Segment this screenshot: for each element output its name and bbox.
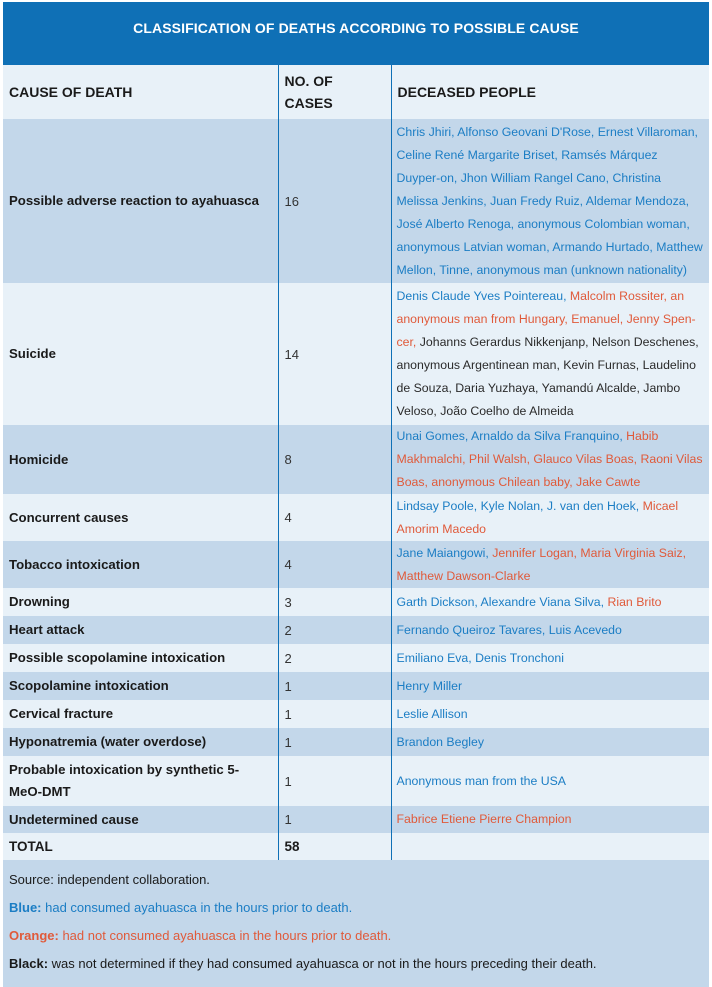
cause-cell: Cervical fracture (3, 700, 278, 728)
source-note: Source: independent collaboration. (9, 872, 210, 887)
person-group: Anonymous man from the USA (396, 773, 566, 788)
person-group: Garth Dickson, Alexandre Viana Silva, (396, 594, 608, 609)
cases-cell: 1 (278, 700, 391, 728)
cases-cell: 3 (278, 588, 391, 616)
header-cause: CAUSE OF DEATH (3, 65, 278, 119)
cases-cell: 8 (278, 425, 391, 494)
legend-blue (9, 894, 703, 922)
table-row (3, 283, 709, 425)
total-value: 58 (278, 833, 391, 860)
table-title: CLASSIFICATION OF DEATHS ACCORDING TO POSSIBLE CAUSE (3, 2, 709, 65)
table-row (3, 644, 709, 672)
person-group: Rian Brito (607, 594, 662, 609)
table-row (3, 756, 709, 806)
legend-orange-label: Orange: (9, 928, 59, 943)
table-body (3, 119, 709, 860)
table-row (3, 588, 709, 616)
legend-black (9, 950, 703, 978)
cause-cell: Possible adverse reaction to ayahuasca (3, 119, 278, 283)
cases-cell: 2 (278, 616, 391, 644)
table-row (3, 119, 709, 283)
header-people: DECEASED PEOPLE (391, 65, 709, 119)
table-row (3, 494, 709, 541)
cases-cell: 1 (278, 728, 391, 756)
cause-cell: Concurrent causes (3, 494, 278, 541)
person-group: Henry Miller (396, 678, 463, 693)
deaths-table (3, 65, 709, 860)
table-row (3, 700, 709, 728)
cause-cell: Hyponatremia (water overdose) (3, 728, 278, 756)
legend-black-label: Black: (9, 956, 49, 971)
people-cell (391, 494, 709, 541)
legend-footer (3, 860, 709, 987)
cause-cell: Drowning (3, 588, 278, 616)
table-row (3, 728, 709, 756)
person-group: Denis Claude Yves Pointereau, (396, 289, 570, 303)
person-group: Emiliano Eva, Denis Tronchoni (396, 650, 564, 665)
person-group: Lindsay Poole, Kyle Nolan, J. van den Hoek, (396, 498, 643, 513)
total-empty (391, 833, 709, 860)
people-cell (391, 644, 709, 672)
person-group: Fernando Queiroz Tavares, Luis Acevedo (396, 622, 622, 637)
total-label: TOTAL (3, 833, 278, 860)
legend-orange-text: had not consumed ayahuasca in the hours prior to death. (58, 928, 392, 943)
people-cell (391, 425, 709, 494)
person-group: Jennifer Logan, Maria Virginia Saiz, Matthew Dawson-Clarke (396, 545, 687, 583)
cause-cell: Probable intoxication by synthetic 5-MeO-DMT (3, 756, 278, 806)
person-group: Micael Amorim Macedo (396, 498, 679, 536)
cause-cell: Tobacco intoxication (3, 541, 278, 588)
legend-black-text: was not determined if they had consumed ayahuasca or not in the hours preceding their death. (48, 956, 597, 971)
header-cases: NO. OF CASES (278, 65, 391, 119)
legend-orange (9, 922, 703, 950)
people-cell (391, 283, 709, 425)
legend-blue-label: Blue: (9, 900, 42, 915)
cases-cell: 16 (278, 119, 391, 283)
table-row (3, 616, 709, 644)
legend-blue-text: had consumed ayahuasca in the hours prior to death. (41, 900, 353, 915)
cause-cell: Homicide (3, 425, 278, 494)
people-cell (391, 588, 709, 616)
cases-cell: 4 (278, 494, 391, 541)
people-cell (391, 119, 709, 283)
table-row (3, 806, 709, 833)
person-group: Habib Makhmalchi, Phil Walsh, Glauco Vilas Boas, Raoni Vilas Boas, anonymous Chilean baby, Jake Cawte (396, 429, 703, 489)
table-row (3, 672, 709, 700)
cases-cell: 2 (278, 644, 391, 672)
cause-cell: Possible scopolamine intoxication (3, 644, 278, 672)
person-group: Chris Jhiri, Alfonso Geovani D'Rose, Ernest Villaroman, Celine René Margarite Briset, Ramsés Márquez Duyper-on, Jhon William Rangel Cano, Christina Melissa Jenkins, Juan Fredy Ruiz, Aldemar Mendoza, José Alberto Renoga, anonymous Colombian woman, anonymous Latvian woman, Armando Hurtado, Matthew Mellon, Tinne, anonymous man (unknown nationality) (396, 124, 703, 277)
people-cell (391, 756, 709, 806)
table-row (3, 541, 709, 588)
cases-cell: 1 (278, 756, 391, 806)
person-group: Unai Gomes, Arnaldo da Silva Franquino, (396, 429, 627, 443)
people-cell (391, 806, 709, 833)
cause-cell: Undetermined cause (3, 806, 278, 833)
table-row (3, 425, 709, 494)
cases-cell: 1 (278, 672, 391, 700)
total-row (3, 833, 709, 860)
cause-cell: Scopolamine intoxication (3, 672, 278, 700)
person-group: Malcolm Rossiter, an anonymous man from Hungary, Emanuel, Jenny Spen-cer, (396, 289, 696, 349)
cases-cell: 14 (278, 283, 391, 425)
people-cell (391, 616, 709, 644)
cause-cell: Suicide (3, 283, 278, 425)
cause-cell: Heart attack (3, 616, 278, 644)
person-group: Fabrice Etiene Pierre Champion (396, 812, 572, 826)
people-cell (391, 728, 709, 756)
header-row (3, 65, 709, 119)
people-cell (391, 672, 709, 700)
cases-cell: 4 (278, 541, 391, 588)
people-cell (391, 700, 709, 728)
person-group: Jane Maiangowi, (396, 545, 493, 560)
person-group: Johanns Gerardus Nikkenjanp, Nelson Deschenes, anonymous Argentinean man, Kevin Furnas, Laudelino de Souza, Daria Yuzhaya, Yamandú Alcalde, Jambo Veloso, João Coelho de Almeida (396, 335, 699, 418)
person-group: Leslie Allison (396, 706, 468, 721)
cases-cell: 1 (278, 806, 391, 833)
person-group: Brandon Begley (396, 734, 485, 749)
people-cell (391, 541, 709, 588)
